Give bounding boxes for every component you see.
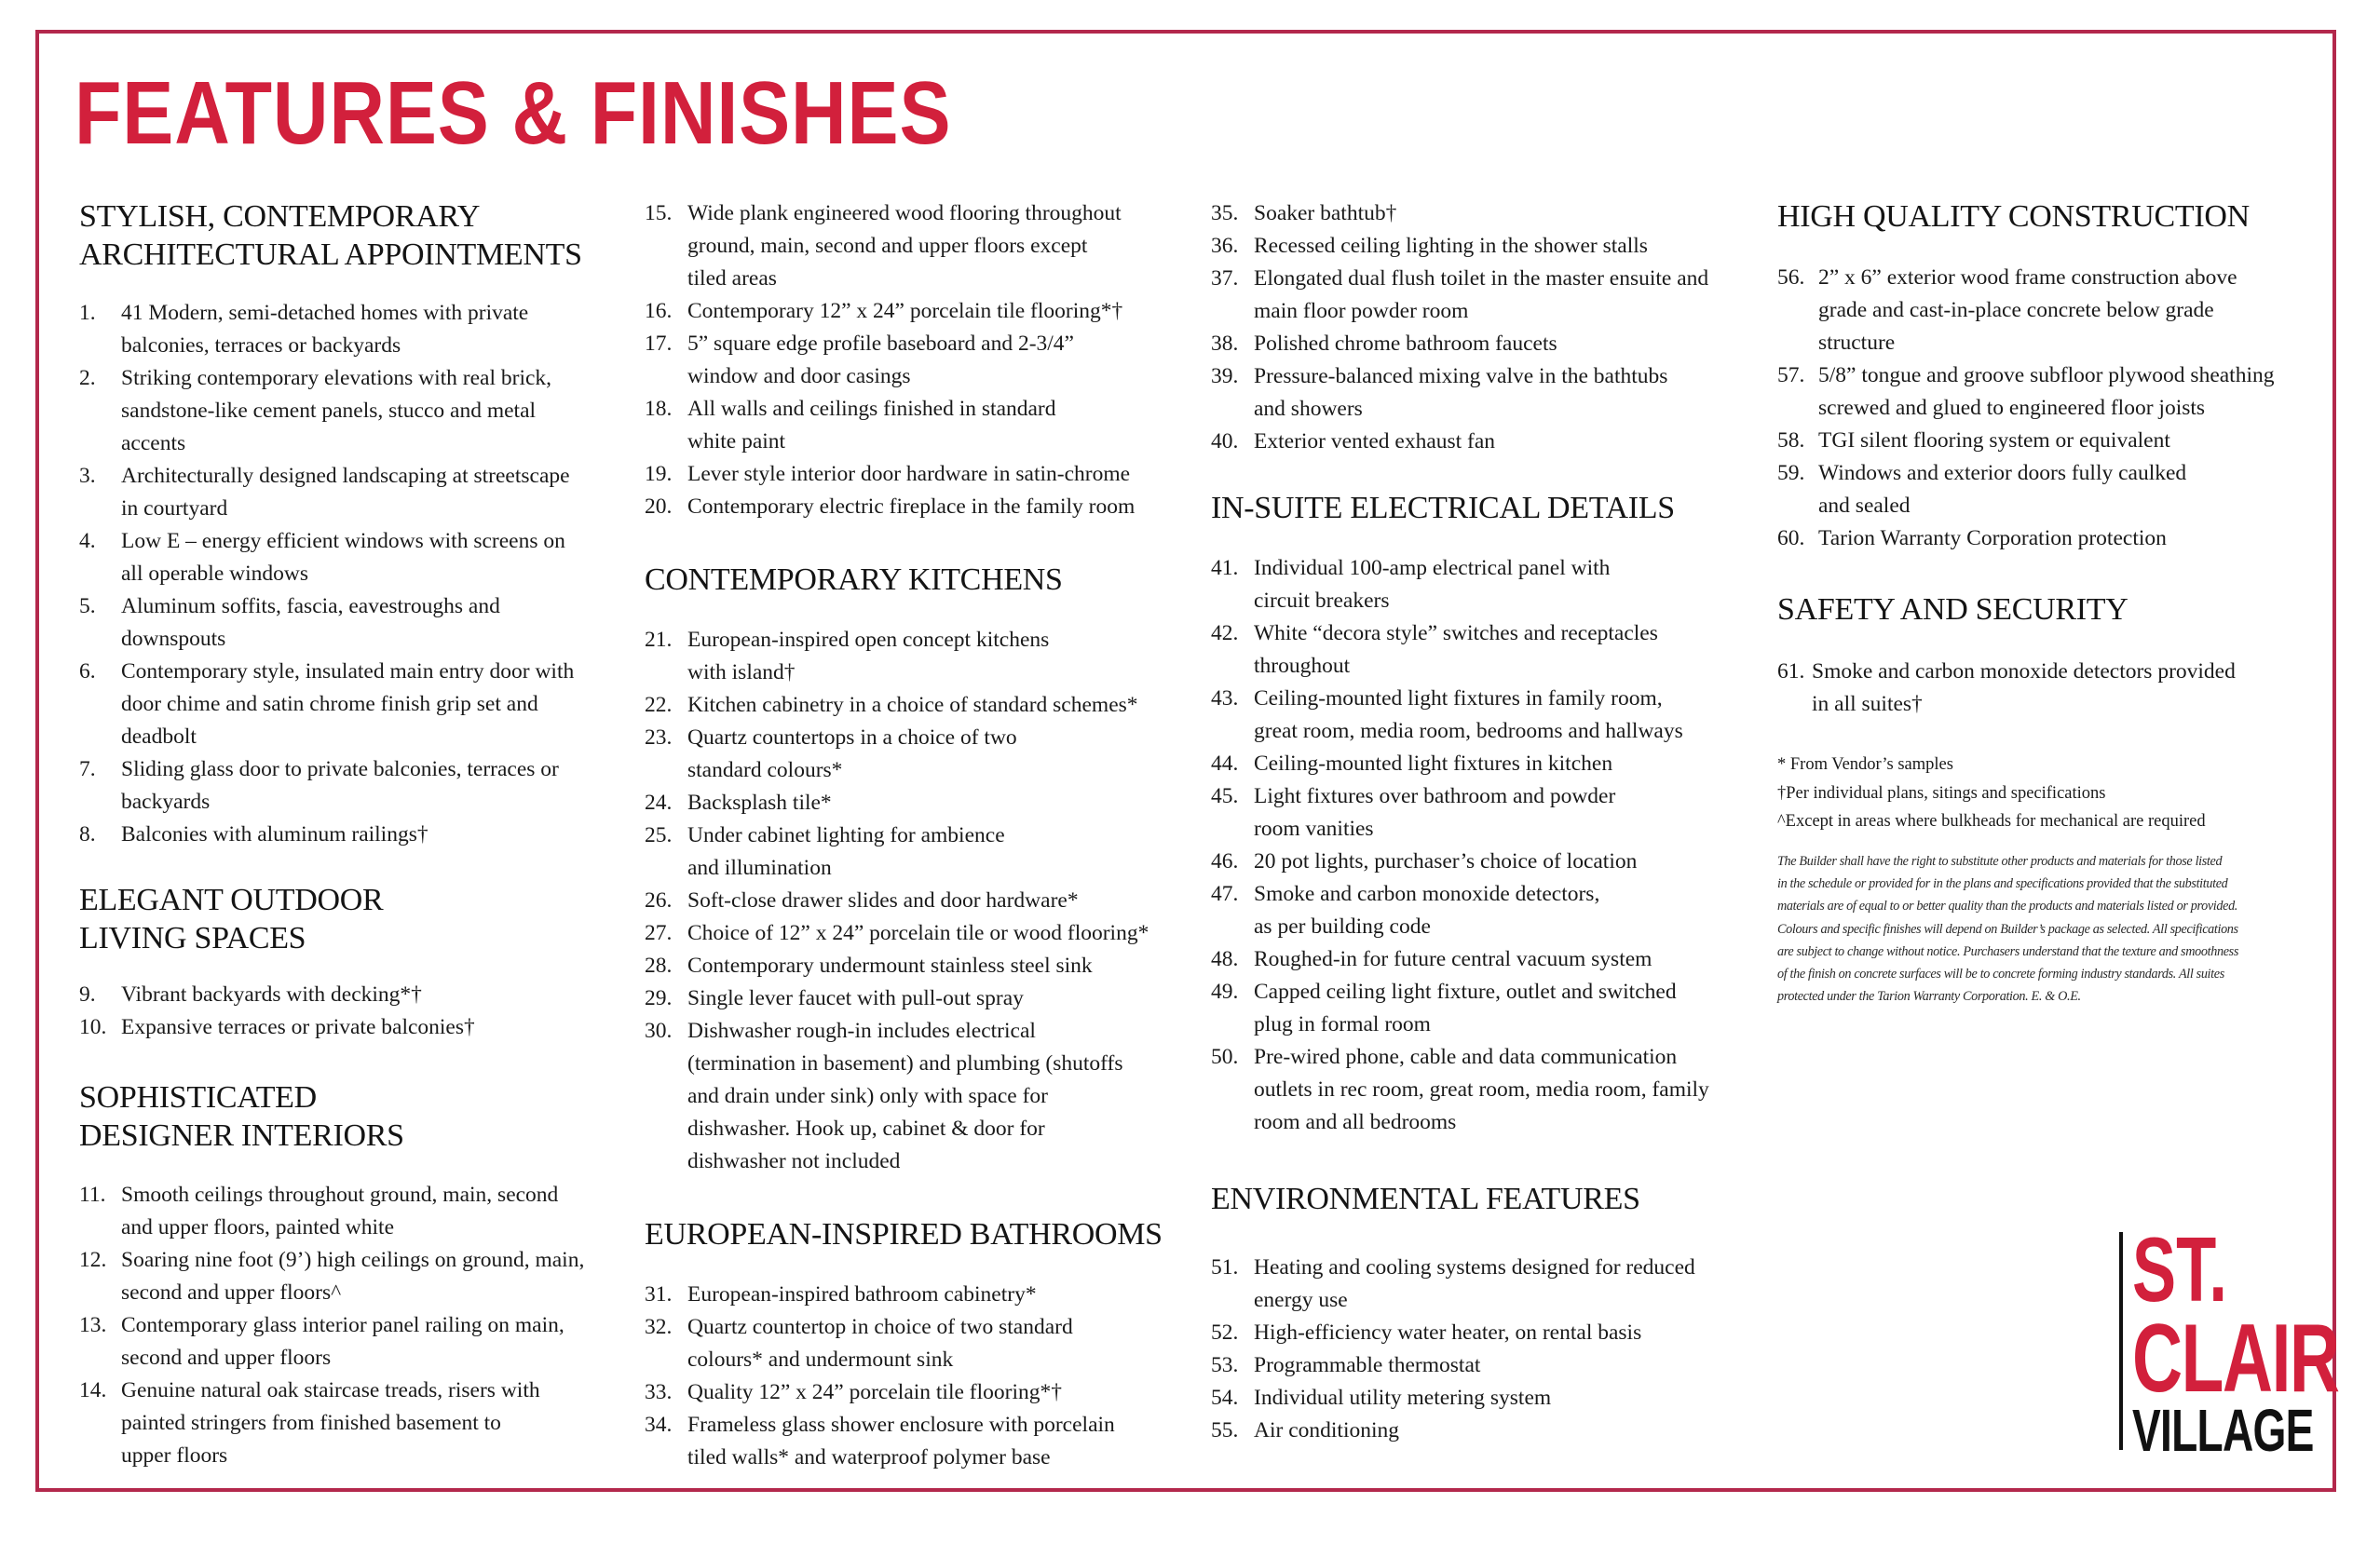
section-interiors [79,1078,629,1472]
disclaimer [1777,850,2336,1008]
section-kitchens [645,561,1204,1178]
feature-number: 30. [645,1019,673,1043]
feature-number: 22. [645,693,673,717]
feature-number: 51. [1211,1255,1239,1280]
feature-item [79,1309,629,1375]
section-bathrooms-continued [1211,197,1770,458]
feature-text-line: in courtyard [121,496,228,521]
feature-item [1211,1382,1770,1415]
feature-item [1211,230,1770,263]
feature-text-line: colours* and undermount sink [687,1348,954,1372]
feature-item [645,1311,1204,1376]
section-heading [79,1078,629,1155]
feature-text-line: Ceiling-mounted light fixtures in kitchen [1254,752,1613,776]
feature-item [1211,552,1770,617]
disclaimer-line: protected under the Tarion Warranty Corporation. E. & O.E. [1777,989,2081,1005]
feature-text-line: outlets in rec room, great room, media room, family [1254,1077,1709,1102]
feature-text-line: Capped ceiling light fixture, outlet and switched [1254,980,1677,1004]
feature-item [1777,522,2336,555]
feature-number: 35. [1211,201,1239,225]
feature-number: 28. [645,954,673,978]
feature-text-line: with island† [687,660,796,684]
feature-item [645,1279,1204,1311]
feature-number: 59. [1777,461,1805,485]
feature-item [1777,359,2336,425]
feature-item [645,624,1204,689]
feature-number: 23. [645,725,673,750]
feature-text-line: in all suites† [1812,692,1923,716]
feature-item [1211,1252,1770,1317]
feature-item [645,393,1204,458]
section-heading-line: STYLISH, CONTEMPORARY [79,199,481,234]
feature-item [645,1409,1204,1474]
feature-number: 47. [1211,882,1239,906]
feature-text-line: circuit breakers [1254,589,1390,613]
feature-text-line: Under cabinet lighting for ambience [687,823,1005,847]
section-architectural [79,197,629,851]
feature-text-line: Elongated dual flush toilet in the master ensuite and [1254,266,1709,291]
section-heading-line: ENVIRONMENTAL FEATURES [1211,1182,1640,1216]
feature-text-line: main floor powder room [1254,299,1469,323]
disclaimer-line: are subject to change without notice. Purchasers understand that the texture and smoothness [1777,943,2238,959]
feature-item [79,297,629,362]
feature-text-line: structure [1818,331,1896,355]
feature-text-line: room vanities [1254,817,1374,841]
feature-text-line: Roughed-in for future central vacuum system [1254,947,1652,971]
feature-list [1211,1252,1770,1447]
feature-number: 15. [645,201,673,225]
feature-list [645,197,1204,523]
section-heading [79,197,629,274]
feature-text-line: Balconies with aluminum railings† [121,822,428,846]
feature-text-line: Light fixtures over bathroom and powder [1254,784,1616,808]
feature-item [645,885,1204,917]
feature-text-line: Quartz countertops in a choice of two [687,725,1017,750]
feature-list [1211,197,1770,458]
feature-list [645,624,1204,1178]
feature-number: 17. [645,332,673,356]
section-heading [1777,197,2336,236]
feature-text-line: Smooth ceilings throughout ground, main, second [121,1183,559,1207]
feature-number: 33. [645,1380,673,1404]
feature-text-line: dishwasher. Hook up, cabinet & door for [687,1117,1045,1141]
feature-text-line: Recessed ceiling lighting in the shower stalls [1254,234,1648,258]
feature-text-line: dishwasher not included [687,1149,901,1173]
feature-list [645,1279,1204,1474]
feature-text-line: Quality 12” x 24” porcelain tile flooring*† [687,1380,1063,1404]
section-heading-line: ELEGANT OUTDOOR [79,883,384,917]
feature-number: 2. [79,366,96,390]
logo-text-village: VILLAGE [2132,1397,2314,1464]
feature-number: 48. [1211,947,1239,971]
feature-number: 61. [1777,659,1805,684]
feature-text-line: Windows and exterior doors fully caulked [1818,461,2187,485]
feature-text-line: Pre-wired phone, cable and data communication [1254,1045,1678,1069]
feature-text-line: European-inspired bathroom cabinetry* [687,1282,1037,1307]
feature-number: 14. [79,1378,107,1402]
feature-number: 32. [645,1315,673,1339]
feature-item [1211,683,1770,748]
feature-number: 36. [1211,234,1239,258]
feature-number: 53. [1211,1353,1239,1377]
feature-item [79,590,629,656]
feature-text-line: Striking contemporary elevations with real brick, [121,366,552,390]
feature-text-line: energy use [1254,1288,1348,1312]
section-interiors-continued [645,197,1204,523]
feature-number: 16. [645,299,673,323]
feature-item [1211,360,1770,426]
section-bathrooms [645,1215,1204,1474]
feature-text-line: 5/8” tongue and groove subfloor plywood sheathing [1818,363,2275,387]
feature-text-line: deadbolt [121,725,197,749]
feature-item [1211,878,1770,943]
section-heading-line: SOPHISTICATED [79,1080,317,1115]
feature-text-line: all operable windows [121,562,309,586]
feature-number: 41. [1211,556,1239,580]
feature-text-line: Air conditioning [1254,1418,1399,1442]
feature-number: 7. [79,757,96,781]
disclaimer-line: in the schedule or provided for in the plans and specifications provided that the substituted [1777,876,2228,892]
feature-text-line: 41 Modern, semi-detached homes with private [121,301,529,325]
feature-item [645,722,1204,787]
disclaimer-line: of the finish on concrete surfaces will be to concrete forming industry standards. All suites [1777,967,2224,982]
feature-item [1211,197,1770,230]
section-heading [645,1215,1204,1253]
feature-number: 39. [1211,364,1239,388]
feature-text-line: Lever style interior door hardware in satin-chrome [687,462,1131,486]
feature-text-line: grade and cast-in-place concrete below grade [1818,298,2214,322]
feature-list [1777,656,2336,721]
feature-item [1211,426,1770,458]
feature-text-line: High-efficiency water heater, on rental basis [1254,1321,1642,1345]
section-environmental [1211,1180,1770,1447]
feature-text-line: sandstone-like cement panels, stucco and metal [121,399,537,423]
feature-text-line: Exterior vented exhaust fan [1254,429,1496,454]
feature-item [79,525,629,590]
logo-divider-bar [2119,1232,2123,1450]
st-clair-village-logo [2119,1218,2339,1464]
feature-number: 37. [1211,266,1239,291]
feature-text-line: 20 pot lights, purchaser’s choice of location [1254,849,1638,874]
feature-text-line: tiled areas [687,266,777,291]
feature-text-line: and illumination [687,856,832,880]
feature-text-line: room and all bedrooms [1254,1110,1457,1134]
feature-number: 38. [1211,332,1239,356]
feature-number: 11. [79,1183,106,1207]
feature-number: 49. [1211,980,1239,1004]
feature-list [79,297,629,851]
feature-item [645,197,1204,295]
feature-number: 8. [79,822,96,846]
feature-text-line: 2” x 6” exterior wood frame construction above [1818,265,2237,290]
feature-text-line: Soft-close drawer slides and door hardware* [687,888,1079,913]
feature-item [79,753,629,819]
feature-text-line: Frameless glass shower enclosure with porcelain [687,1413,1115,1437]
feature-text-line: Kitchen cabinetry in a choice of standard schemes* [687,693,1138,717]
feature-number: 45. [1211,784,1239,808]
feature-item [645,491,1204,523]
feature-text-line: accents [121,431,186,455]
feature-list [79,1179,629,1472]
feature-number: 3. [79,464,96,488]
feature-number: 52. [1211,1321,1239,1345]
feature-item [79,1011,629,1044]
feature-item [645,295,1204,328]
feature-number: 40. [1211,429,1239,454]
feature-text-line: upper floors [121,1443,228,1468]
feature-text-line: Backsplash tile* [687,791,832,815]
feature-item [1211,1349,1770,1382]
feature-item [645,917,1204,950]
feature-text-line: throughout [1254,654,1351,678]
footnote-individual-plans: †Per individual plans, sitings and specifications [1777,783,2106,803]
feature-text-line: 5” square edge profile baseboard and 2-3/4” [687,332,1074,356]
feature-text-line: Contemporary 12” x 24” porcelain tile flooring*† [687,299,1123,323]
feature-text-line: Contemporary electric fireplace in the family room [687,494,1136,519]
feature-item [79,362,629,460]
feature-number: 21. [645,628,673,652]
feature-text-line: Individual 100-amp electrical panel with [1254,556,1611,580]
feature-number: 58. [1777,428,1805,453]
feature-text-line: Polished chrome bathroom faucets [1254,332,1557,356]
feature-text-line: Smoke and carbon monoxide detectors, [1254,882,1600,906]
feature-text-line: Dishwasher rough-in includes electrical [687,1019,1036,1043]
feature-text-line: Pressure-balanced mixing valve in the bathtubs [1254,364,1668,388]
feature-text-line: white paint [687,429,786,454]
feature-number: 54. [1211,1386,1239,1410]
feature-text-line: ground, main, second and upper floors except [687,234,1088,258]
feature-number: 26. [645,888,673,913]
feature-text-line: tiled walls* and waterproof polymer base [687,1445,1051,1470]
feature-text-line: screwed and glued to engineered floor joists [1818,396,2206,420]
feature-text-line: and sealed [1818,494,1911,518]
feature-item [79,1244,629,1309]
section-heading-line: IN-SUITE ELECTRICAL DETAILS [1211,491,1675,525]
disclaimer-line: Colours and specific finishes will depend on Builder’s package as selected. All specifications [1777,921,2238,937]
footnote-bulkheads: ^Except in areas where bulkheads for mechanical are required [1777,812,2206,831]
disclaimer-line: The Builder shall have the right to substitute other products and materials for those listed [1777,854,2223,869]
feature-text-line: Contemporary glass interior panel railing on main, [121,1313,564,1337]
feature-list [79,979,629,1044]
feature-text-line: All walls and ceilings finished in standard [687,397,1056,421]
section-heading-line: ARCHITECTURAL APPOINTMENTS [79,237,582,272]
feature-item [79,819,629,851]
feature-text-line: Contemporary undermount stainless steel sink [687,954,1093,978]
feature-number: 46. [1211,849,1239,874]
feature-text-line: and drain under sink) only with space for [687,1084,1048,1108]
page-title: FEATURES & FINISHES [75,63,952,163]
feature-text-line: Quartz countertop in choice of two standard [687,1315,1073,1339]
feature-text-line: as per building code [1254,914,1431,939]
feature-item [645,458,1204,491]
feature-item [645,950,1204,982]
feature-text-line: backyards [121,790,211,814]
feature-item [1211,1317,1770,1349]
feature-item [79,656,629,753]
feature-number: 42. [1211,621,1239,645]
feature-item [1777,262,2336,359]
feature-text-line: Contemporary style, insulated main entry door with [121,659,575,684]
feature-text-line: Tarion Warranty Corporation protection [1818,526,2167,550]
section-heading-line: DESIGNER INTERIORS [79,1118,404,1153]
feature-text-line: Heating and cooling systems designed for reduced [1254,1255,1695,1280]
feature-text-line: standard colours* [687,758,843,782]
feature-number: 34. [645,1413,673,1437]
feature-text-line: second and upper floors^ [121,1280,342,1305]
feature-number: 12. [79,1248,107,1272]
feature-number: 24. [645,791,673,815]
feature-item [1211,780,1770,846]
feature-text-line: Wide plank engineered wood flooring throughout [687,201,1122,225]
feature-text-line: (termination in basement) and plumbing (shutoffs [687,1051,1123,1076]
feature-number: 60. [1777,526,1805,550]
feature-number: 25. [645,823,673,847]
feature-item [1211,976,1770,1041]
footnotes [1777,751,2336,836]
section-heading-line: LIVING SPACES [79,921,306,955]
feature-text-line: Ceiling-mounted light fixtures in family room, [1254,686,1663,711]
footnote-vendor-samples: * From Vendor’s samples [1777,755,1953,774]
feature-text-line: Vibrant backyards with decking*† [121,982,422,1007]
section-heading [79,881,629,957]
section-electrical [1211,489,1770,1139]
feature-text-line: great room, media room, bedrooms and hallways [1254,719,1683,743]
section-heading-line: EUROPEAN-INSPIRED BATHROOMS [645,1217,1163,1252]
feature-text-line: plug in formal room [1254,1012,1431,1036]
feature-number: 55. [1211,1418,1239,1442]
feature-number: 29. [645,986,673,1010]
feature-text-line: and showers [1254,397,1363,421]
feature-number: 13. [79,1313,107,1337]
feature-text-line: Smoke and carbon monoxide detectors provided [1812,659,2236,684]
feature-item [79,1375,629,1472]
feature-item [645,1015,1204,1178]
feature-item [1211,617,1770,683]
feature-item [645,819,1204,885]
feature-number: 6. [79,659,96,684]
section-safety [1777,590,2336,721]
feature-item [1211,943,1770,976]
feature-number: 18. [645,397,673,421]
feature-text-line: Soaring nine foot (9’) high ceilings on ground, main, [121,1248,585,1272]
feature-number: 43. [1211,686,1239,711]
feature-item [1211,1415,1770,1447]
feature-number: 1. [79,301,96,325]
feature-item [79,979,629,1011]
feature-text-line: Expansive terraces or private balconies† [121,1015,475,1039]
feature-text-line: balconies, terraces or backyards [121,333,401,358]
section-outdoor [79,881,629,1044]
feature-text-line: Programmable thermostat [1254,1353,1481,1377]
feature-text-line: White “decora style” switches and receptacles [1254,621,1658,645]
feature-text-line: European-inspired open concept kitchens [687,628,1050,652]
section-heading-line: CONTEMPORARY KITCHENS [645,562,1063,597]
feature-list [1777,262,2336,555]
feature-item [645,982,1204,1015]
feature-number: 57. [1777,363,1805,387]
logo-text-st: ST. [2132,1218,2227,1321]
feature-number: 20. [645,494,673,519]
feature-item [1777,656,2336,721]
feature-text-line: Individual utility metering system [1254,1386,1552,1410]
feature-list [1211,552,1770,1139]
feature-text-line: Soaker bathtub† [1254,201,1397,225]
section-heading [1211,1180,1770,1218]
section-construction [1777,197,2336,555]
feature-text-line: and upper floors, painted white [121,1215,395,1239]
feature-text-line: Low E – energy efficient windows with screens on [121,529,565,553]
feature-number: 9. [79,982,96,1007]
feature-item [1777,425,2336,457]
feature-item [645,689,1204,722]
feature-number: 4. [79,529,96,553]
section-heading-line: SAFETY AND SECURITY [1777,592,2128,627]
feature-text-line: downspouts [121,627,226,651]
feature-item [1777,457,2336,522]
feature-number: 50. [1211,1045,1239,1069]
feature-item [1211,328,1770,360]
feature-item [645,328,1204,393]
feature-text-line: Genuine natural oak staircase treads, risers with [121,1378,540,1402]
feature-number: 31. [645,1282,673,1307]
feature-number: 27. [645,921,673,945]
feature-item [1211,263,1770,328]
feature-item [1211,846,1770,878]
feature-text-line: window and door casings [687,364,911,388]
feature-number: 44. [1211,752,1239,776]
feature-number: 10. [79,1015,107,1039]
feature-number: 56. [1777,265,1805,290]
feature-text-line: door chime and satin chrome finish grip set and [121,692,538,716]
feature-text-line: Architecturally designed landscaping at streetscape [121,464,570,488]
feature-item [79,460,629,525]
feature-text-line: painted stringers from finished basement to [121,1411,501,1435]
logo-text-clair: CLAIR [2132,1305,2339,1413]
feature-item [1211,748,1770,780]
feature-text-line: second and upper floors [121,1346,332,1370]
feature-text-line: Choice of 12” x 24” porcelain tile or wood flooring* [687,921,1149,945]
feature-item [645,1376,1204,1409]
feature-number: 5. [79,594,96,618]
feature-text-line: Single lever faucet with pull-out spray [687,986,1024,1010]
section-heading [645,561,1204,599]
section-heading-line: HIGH QUALITY CONSTRUCTION [1777,199,2250,234]
section-heading [1211,489,1770,527]
disclaimer-line: materials are of equal to or better quality than the products and materials listed or provided. [1777,899,2238,914]
feature-item [79,1179,629,1244]
feature-item [645,787,1204,819]
feature-number: 19. [645,462,673,486]
feature-text-line: Sliding glass door to private balconies, terraces or [121,757,559,781]
section-heading [1777,590,2336,629]
feature-text-line: Aluminum soffits, fascia, eavestroughs and [121,594,500,618]
feature-text-line: TGI silent flooring system or equivalent [1818,428,2170,453]
feature-item [1211,1041,1770,1139]
